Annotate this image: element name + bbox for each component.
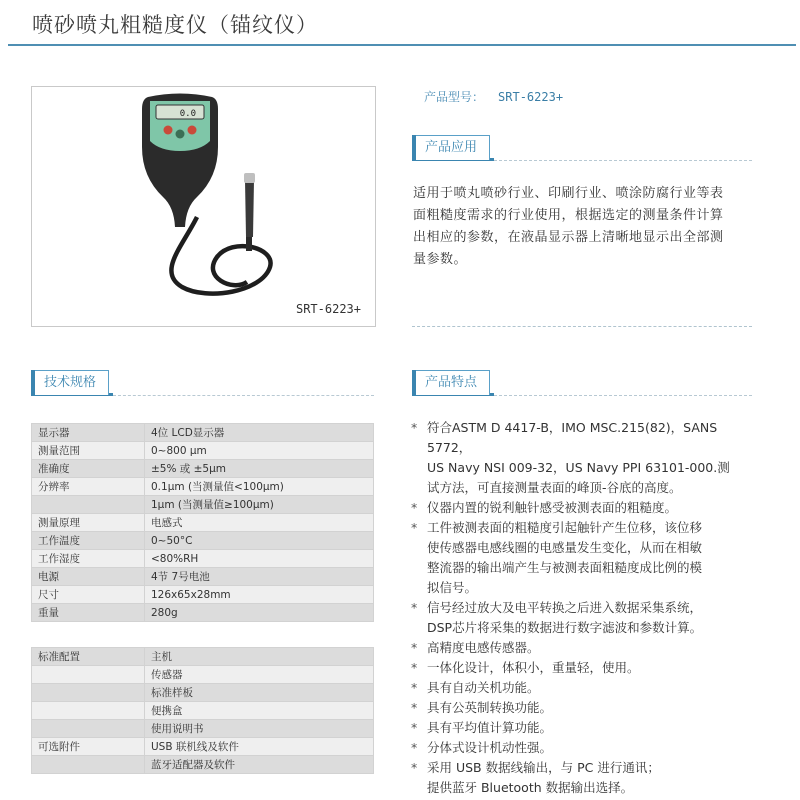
feature-line: * 高精度电感传感器。 <box>427 640 540 655</box>
feature-line: * 工件被测表面的粗糙度引起触针产生位移，该位移 <box>427 520 703 535</box>
photo-caption: SRT-6223+ <box>295 302 361 316</box>
spec-value: <80%RH <box>145 550 374 568</box>
spec-value: ±5% 或 ±5μm <box>145 460 374 478</box>
roughness-gauge-image <box>32 87 375 326</box>
table-row <box>32 424 374 442</box>
application-heading-label: 产品应用 <box>412 135 490 160</box>
list-item <box>411 658 763 678</box>
config-key <box>32 702 145 720</box>
spec-table <box>31 423 374 622</box>
table-row <box>32 666 374 684</box>
spec-value: 0.1μm (当测量值<100μm) <box>145 478 374 496</box>
config-key <box>32 684 145 702</box>
table-row <box>32 702 374 720</box>
config-value: 蓝牙适配器及软件 <box>145 756 374 774</box>
application-line: 面粗糙度需求的行业使用，根据选定的测量条件计算 <box>413 208 724 223</box>
config-value: 标准样板 <box>145 684 374 702</box>
spec-value: 4位 LCD显示器 <box>145 424 374 442</box>
spec-value: 4节 7号电池 <box>145 568 374 586</box>
feature-line: * 具有公英制转换功能。 <box>427 700 553 715</box>
table-row <box>32 568 374 586</box>
feature-line: DSP芯片将采集的数据进行数字滤波和参数计算。 <box>427 620 703 635</box>
config-value: 主机 <box>145 648 374 666</box>
list-item <box>411 718 763 738</box>
specs-heading-label: 技术规格 <box>31 370 109 395</box>
table-row <box>32 586 374 604</box>
table-row <box>32 648 374 666</box>
table-row <box>32 738 374 756</box>
spec-key: 工作温度 <box>32 532 145 550</box>
table-row <box>32 684 374 702</box>
config-key: 标准配置 <box>32 648 145 666</box>
feature-line: * 一体化设计，体积小，重量轻，使用。 <box>427 660 640 675</box>
spec-value: 0~50°C <box>145 532 374 550</box>
spec-key: 显示器 <box>32 424 145 442</box>
table-row <box>32 514 374 532</box>
table-row <box>32 756 374 774</box>
list-item <box>411 518 763 598</box>
feature-line: * 具有自动关机功能。 <box>427 680 540 695</box>
spec-value: 0~800 μm <box>145 442 374 460</box>
table-row <box>32 550 374 568</box>
list-item <box>411 418 763 498</box>
table-row <box>32 496 374 514</box>
feature-line: 整流器的输出端产生与被测表面粗糙度成比例的模 <box>427 560 703 575</box>
spec-key: 工作湿度 <box>32 550 145 568</box>
feature-line: * 分体式设计机动性强。 <box>427 740 553 755</box>
application-line: 量参数。 <box>413 252 468 267</box>
table-row <box>32 442 374 460</box>
spec-value: 电感式 <box>145 514 374 532</box>
feature-line: * 具有平均值计算功能。 <box>427 720 553 735</box>
device-readout: 0.0 <box>179 109 196 119</box>
spec-key <box>32 496 145 514</box>
list-item <box>411 738 763 758</box>
feature-line: * 信号经过放大及电平转换之后进入数据采集系统， <box>427 600 703 615</box>
list-item <box>411 698 763 718</box>
model-label: 产品型号： <box>424 90 485 104</box>
application-text <box>413 183 753 271</box>
application-heading <box>412 135 752 161</box>
config-value: 便携盒 <box>145 702 374 720</box>
feature-line: 使传感器电感线圈的电感量发生变化，从而在相敏 <box>427 540 703 555</box>
feature-list <box>411 418 763 798</box>
model-line <box>424 88 563 105</box>
spec-key: 尺寸 <box>32 586 145 604</box>
config-table <box>31 647 374 774</box>
spec-key: 分辨率 <box>32 478 145 496</box>
table-row <box>32 604 374 622</box>
spec-key: 测量范围 <box>32 442 145 460</box>
feature-line: US Navy NSI 009-32，US Navy PPI 63101-000.测 <box>427 460 730 475</box>
list-item <box>411 638 763 658</box>
spec-value: 1μm (当测量值≥100μm) <box>145 496 374 514</box>
config-value: 传感器 <box>145 666 374 684</box>
config-key: 可选附件 <box>32 738 145 756</box>
list-item <box>411 758 763 798</box>
table-row <box>32 478 374 496</box>
spec-key: 准确度 <box>32 460 145 478</box>
feature-line: * 符合ASTM D 4417-B，IMO MSC.215(82)，SANS 5772， <box>427 420 718 455</box>
product-photo <box>31 86 376 327</box>
section-divider <box>412 326 752 327</box>
spec-key: 电源 <box>32 568 145 586</box>
config-value: 使用说明书 <box>145 720 374 738</box>
table-row <box>32 720 374 738</box>
list-item <box>411 678 763 698</box>
config-key <box>32 666 145 684</box>
model-value: SRT-6223+ <box>498 90 564 104</box>
list-item <box>411 498 763 518</box>
spec-key: 重量 <box>32 604 145 622</box>
feature-line: 试方法，可直接测量表面的峰顶-谷底的高度。 <box>427 480 682 495</box>
specs-heading <box>31 370 374 396</box>
spec-value: 280g <box>145 604 374 622</box>
title-divider <box>8 44 796 46</box>
config-key <box>32 720 145 738</box>
config-key <box>32 756 145 774</box>
page-title: 喷砂喷丸粗糙度仪（锚纹仪） <box>32 13 318 37</box>
features-heading <box>412 370 752 396</box>
application-line: 适用于喷丸喷砂行业、印刷行业、喷涂防腐行业等表 <box>413 186 724 201</box>
config-value: USB 联机线及软件 <box>145 738 374 756</box>
application-line: 出相应的参数，在液晶显示器上清晰地显示出全部测 <box>413 230 724 245</box>
spec-value: 126x65x28mm <box>145 586 374 604</box>
features-heading-label: 产品特点 <box>412 370 490 395</box>
feature-line: * 采用 USB 数据线输出，与 PC 进行通讯； <box>427 760 660 775</box>
feature-line: 提供蓝牙 Bluetooth 数据输出选择。 <box>427 780 634 795</box>
feature-line: * 仪器内置的锐利触针感受被测表面的粗糙度。 <box>427 500 678 515</box>
table-row <box>32 532 374 550</box>
feature-line: 拟信号。 <box>427 580 478 595</box>
spec-key: 测量原理 <box>32 514 145 532</box>
list-item <box>411 598 763 638</box>
table-row <box>32 460 374 478</box>
